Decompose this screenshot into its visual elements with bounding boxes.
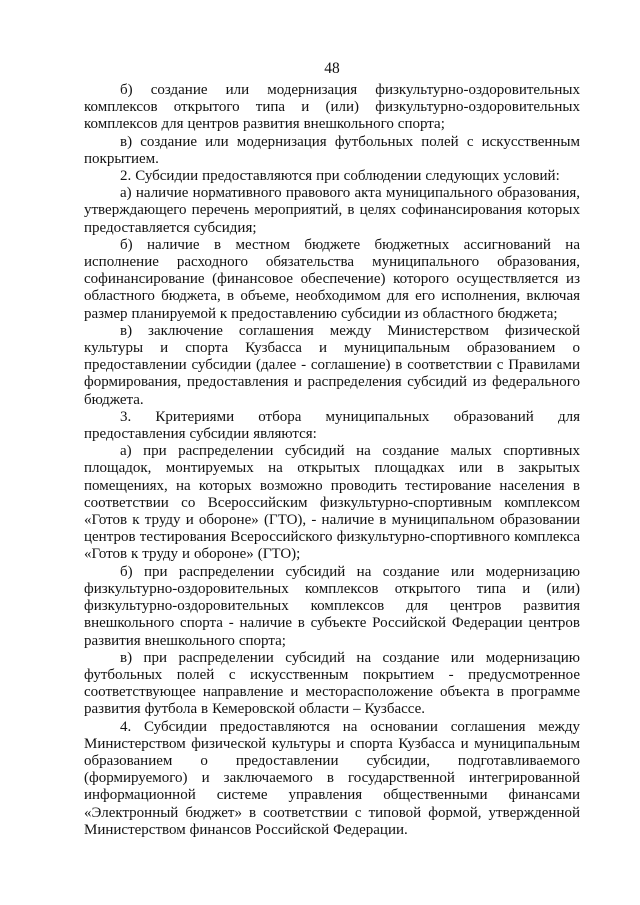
document-page — [84, 60, 580, 839]
paragraph-2b-budget-allocations: б) наличие в местном бюджете бюджетных ассигнований на исполнение расходного обязательства муниципального образования, софинансирование (финансовое обеспечение) которого осуществляется из областного бюджета, в объеме, необходимом для его исполнения, включая размер планируемой к предоставлению субсидии из областного бюджета; — [84, 236, 580, 322]
page-number: 48 — [324, 60, 340, 77]
paragraph-3v-football-fields: в) при распределении субсидий на создание или модернизацию футбольных полей с искусственным покрытием - предусмотренное соответствующее направление и месторасположение объекта в программе развития футбола в Кемеровской области – Кузбассе. — [84, 649, 580, 718]
paragraph-3a-small-sports-grounds: а) при распределении субсидий на создание малых спортивных площадок, монтируемых на открытых площадках или в закрытых помещениях, на которых возможно проводить тестирование населения в соответствии со Всероссийским физкультурно-спортивным комплексом «Готов к труду и обороне» (ГТО), - наличие в муниципальном образовании центров тестирования Всероссийского физкультурно-спортивного комплекса «Готов к труду и обороне» (ГТО); — [84, 443, 580, 563]
paragraph-3-selection-criteria: 3. Критериями отбора муниципальных образований для предоставления субсидии являются: — [84, 408, 580, 443]
paragraph-2a-legal-act: а) наличие нормативного правового акта муниципального образования, утверждающего перечень мероприятий, в целях софинансирования которых предоставляется субсидия; — [84, 185, 580, 236]
paragraph-1v-football-fields: в) создание или модернизация футбольных полей с искусственным покрытием. — [84, 133, 580, 167]
paragraph-2v-agreement: в) заключение соглашения между Министерством физической культуры и спорта Кузбасса и муниципальным образованием о предоставлении субсидии (далее - соглашение) в соответствии с Правилами формирования, предоставления и распределения субсидий из федерального бюджета. — [84, 322, 580, 408]
paragraph-4-subsidy-agreement: 4. Субсидии предоставляются на основании соглашения между Министерством физической культуры и спорта Кузбасса и муниципальным образованием о предоставлении субсидии, подготавливаемого (формируемого) и заключаемого в государственной интегрированной информационной системе управления общественными финансами «Электронный бюджет» в соответствии с типовой формой, утвержденной Министерством финансов Российской Федерации. — [84, 718, 580, 838]
paragraph-2-conditions: 2. Субсидии предоставляются при соблюдении следующих условий: — [120, 168, 560, 185]
paragraph-1b-sports-complexes: б) создание или модернизация физкультурно-оздоровительных комплексов открытого типа и (или) физкультурно-оздоровительных комплексов для центров развития внешкольного спорта; — [84, 82, 580, 133]
paragraph-3b-sports-complexes: б) при распределении субсидий на создание или модернизацию физкультурно-оздоровительных комплексов открытого типа и (или) физкультурно-оздоровительных комплексов для центров развития внешкольного спорта - наличие в субъекте Российской Федерации центров развития внешкольного спорта; — [84, 563, 580, 649]
